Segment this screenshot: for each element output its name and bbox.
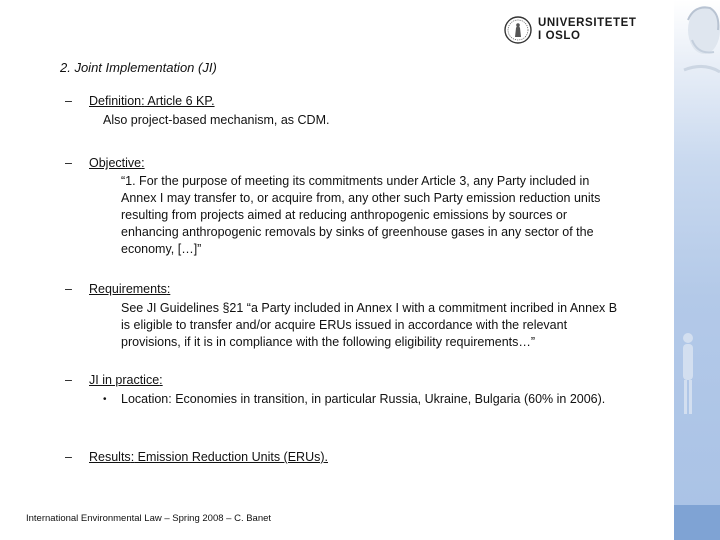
practice-label: JI in practice [89,373,160,387]
definition-text: Article 6 KP. [144,94,215,108]
slide-footer: International Environmental Law – Spring 2008 – C. Banet [26,513,272,524]
objective-colon: : [141,156,145,170]
practice-text: Location: Economies in transition, in particular Russia, Ukraine, Bulgaria (60% in 2006). [121,392,606,406]
results-label-row [89,449,328,466]
logo-line-1: UNIVERSITETET [538,17,637,29]
objective-label-row [89,155,145,172]
practice-bullet: • [103,394,107,405]
dash-bullet: – [65,156,72,170]
university-logo [504,16,637,44]
university-seal-icon [504,16,532,44]
university-name [538,17,637,43]
requirements-label: Requirements [89,282,167,296]
slide-title: 2. Joint Implementation (JI) [60,60,217,75]
logo-line-2: I OSLO [538,30,581,42]
definition-label: Definition [89,94,142,108]
results-text: Emission Reduction Units (ERUs). [134,450,328,464]
definition-colon: : [141,94,145,108]
dash-bullet: – [65,282,72,296]
objective-quote: “1. For the purpose of meeting its commitments under Article 3, any Party included in Annex I may transfer to, or acquire from, any other such Party emission reduction units resulting from projects aimed at reducing anthropogenic emissions by sources or enhancing anthropogenic removals by sinks of greenhouse gases in any sector of the economy, […]” [121,174,601,256]
decorative-side-panel [674,0,720,540]
practice-label-row [89,372,163,389]
dash-bullet: – [65,450,72,464]
dash-bullet: – [65,94,72,108]
definition-label-row [89,93,215,110]
statue-head-image [674,0,720,80]
definition-subtext: Also project-based mechanism, as CDM. [103,113,330,127]
results-colon: : [130,450,135,464]
results-label: Results [89,450,131,464]
objective-label: Objective [89,156,142,170]
requirements-label-row [89,281,170,298]
requirements-colon: : [166,282,171,296]
practice-colon: : [159,373,163,387]
dash-bullet: – [65,373,72,387]
side-panel-band [674,505,720,540]
statue-figure-image [678,330,698,420]
requirements-text: See JI Guidelines §21 “a Party included in Annex I with a commitment incribed in Annex B is eligible to transfer and/or acquire ERUs issued in accordance with the relevant provisions, if it is in compliance with the following eligibility requirements…” [121,301,618,349]
